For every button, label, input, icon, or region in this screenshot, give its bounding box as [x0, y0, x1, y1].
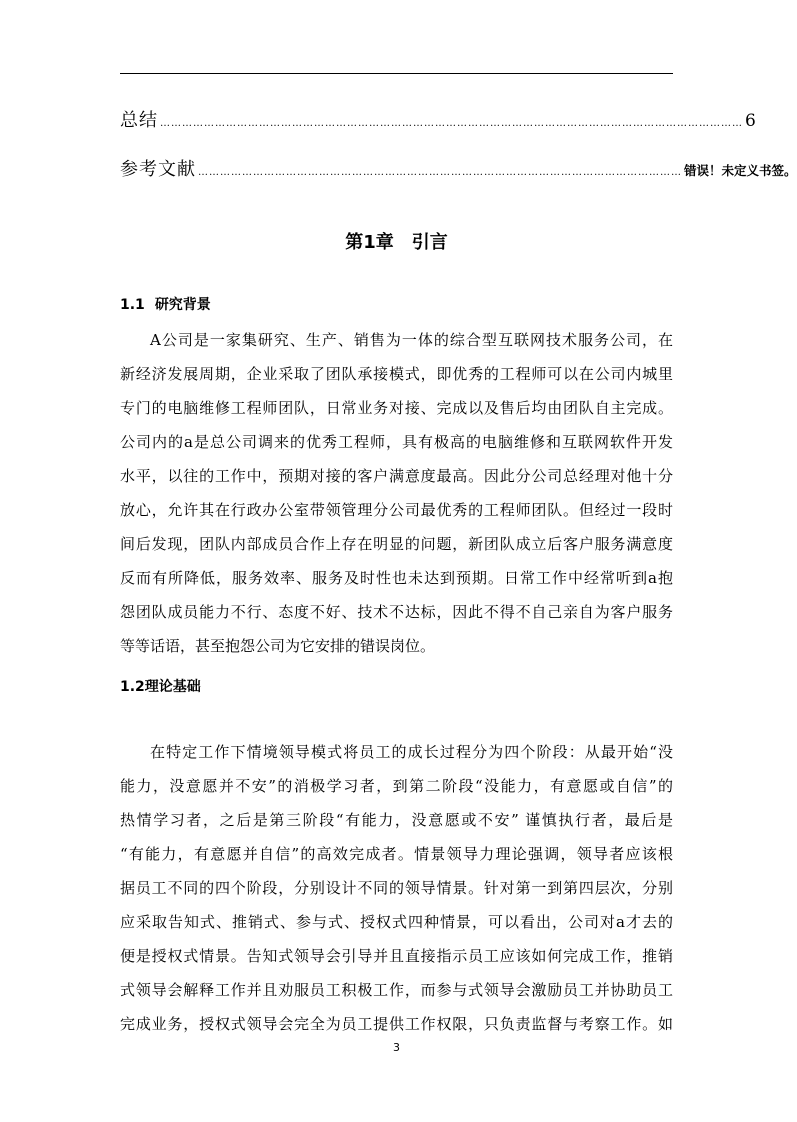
paragraph-line: “有能力，有意愿并自信”的高效完成者。情景领导力理论强调，领导者应该根: [120, 845, 673, 863]
section-number: 1.1: [120, 297, 145, 313]
paragraph-theory-basis: [120, 735, 673, 1041]
toc-leader-dots: ……………………………………………………………………………………………………………………: [198, 167, 682, 178]
toc-entry-references[interactable]: [120, 155, 797, 181]
paragraph-research-background: [120, 323, 673, 663]
toc-page-number: 6: [745, 111, 756, 131]
toc-entry-summary[interactable]: [120, 106, 756, 132]
paragraph-line: 等等话语，甚至抱怨公司为它安排的错误岗位。: [120, 637, 436, 655]
chapter-number: 第1章: [345, 232, 394, 253]
chapter-title: 引言: [411, 232, 448, 253]
paragraph-line: 式领导会解释工作并且劝服员工积极工作，而参与式领导会激励员工并协助员工: [120, 981, 673, 999]
paragraph-line: 能力，没意愿并不安”的消极学习者，到第二阶段“没能力，有意愿或自信”的: [120, 777, 673, 795]
toc-error-text: 错误！未定义书签。: [684, 163, 797, 178]
paragraph-line: 完成业务，授权式领导会完全为员工提供工作权限，只负责监督与考察工作。如: [120, 1015, 673, 1033]
chapter-heading: [120, 228, 673, 254]
paragraph-line: 水平，以往的工作中，预期对接的客户满意度最高。因此分公司总经理对他十分: [120, 467, 673, 485]
paragraph-line: 在特定工作下情境领导模式将员工的成长过程分为四个阶段：从最开始“没: [150, 743, 673, 761]
paragraph-line: 间后发现，团队内部成员合作上存在明显的问题，新团队成立后客户服务满意度: [120, 535, 673, 553]
paragraph-line: 新经济发展周期，企业采取了团队承接模式，即优秀的工程师可以在公司内城里: [120, 365, 673, 383]
toc-entry-label: 总结: [120, 110, 158, 131]
paragraph-line: 放心，允许其在行政办公室带领管理分公司最优秀的工程师团队。但经过一段时: [120, 501, 673, 519]
paragraph-line: 反而有所降低，服务效率、服务及时性也未达到预期。日常工作中经常听到a抱: [120, 569, 673, 587]
paragraph-line: 应采取告知式、推销式、参与式、授权式四种情景，可以看出，公司对a才去的: [120, 913, 673, 931]
toc-leader-dots: ……………………………………………………………………………………………………………………………………………: [160, 118, 743, 129]
paragraph-line: 便是授权式情景。告知式领导会引导并且直接指示员工应该如何完成工作，推销: [120, 947, 673, 965]
section-heading-1-1: [120, 294, 211, 314]
paragraph-line: A公司是一家集研究、生产、销售为一体的综合型互联网技术服务公司，在: [150, 331, 673, 349]
paragraph-line: 热情学习者，之后是第三阶段“有能力，没意愿或不安” 谨慎执行者，最后是: [120, 811, 673, 829]
section-heading-1-2: [120, 676, 201, 696]
paragraph-line: 怨团队成员能力不行、态度不好、技术不达标，因此不得不自己亲自为客户服务: [120, 603, 673, 621]
header-rule: [120, 73, 673, 74]
paragraph-line: 专门的电脑维修工程师团队，日常业务对接、完成以及售后均由团队自主完成。: [120, 399, 673, 417]
toc-entry-label: 参考文献: [120, 159, 196, 180]
section-title: 1.2理论基础: [120, 679, 201, 695]
section-title: 研究背景: [154, 297, 211, 313]
paragraph-line: 据员工不同的四个阶段，分别设计不同的领导情景。针对第一到第四层次，分别: [120, 879, 673, 897]
paragraph-line: 公司内的a是总公司调来的优秀工程师，具有极高的电脑维修和互联网软件开发: [120, 433, 673, 451]
page-number: 3: [393, 1041, 400, 1054]
